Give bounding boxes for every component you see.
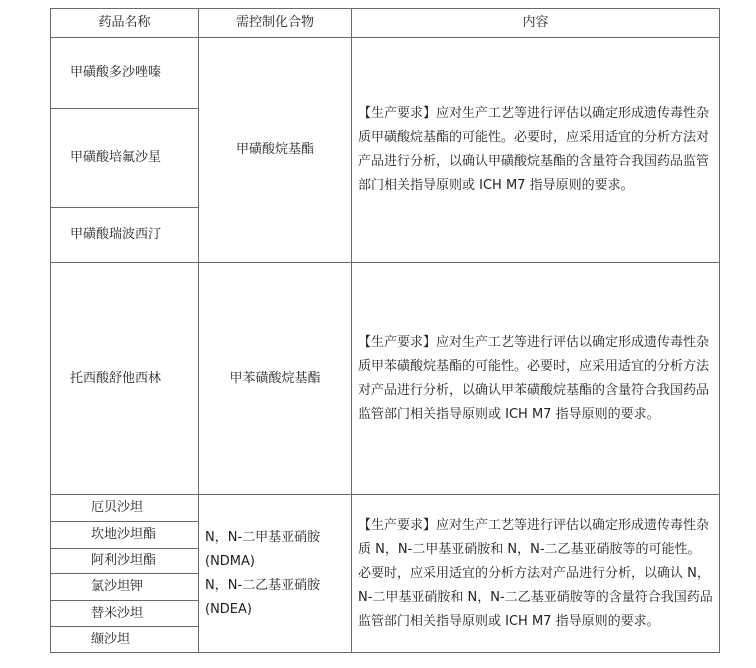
compound-line: N，N-二乙基亚硝胺	[205, 577, 321, 593]
compound-line: N，N-二甲基亚硝胺	[205, 529, 321, 545]
compound-cell: 甲磺酸烷基酯	[199, 38, 352, 263]
header-drug-name: 药品名称	[51, 9, 199, 38]
content-cell: 【生产要求】应对生产工艺等进行评估以确定形成遗传毒性杂质甲磺酸烷基酯的可能性。必要时，应采用适宜的分析方法对产品进行分析，以确认甲磺酸烷基酯的含量符合我国药品监管部门相关指导原则或 ICH M7 指导原则的要求。	[352, 38, 720, 263]
content-cell: 【生产要求】应对生产工艺等进行评估以确定形成遗传毒性杂质甲苯磺酸烷基酯的可能性。必要时，应采用适宜的分析方法对产品进行分析，以确认甲苯磺酸烷基酯的含量符合我国药品监管部门相关指导原则或 ICH M7 指导原则的要求。	[352, 263, 720, 495]
header-content: 内容	[352, 9, 720, 38]
drug-name-cell: 甲磺酸多沙唑嗪	[51, 38, 199, 109]
drug-name-cell: 托西酸舒他西林	[51, 263, 199, 495]
table-row	[51, 38, 720, 109]
drug-name-cell: 甲磺酸瑞波西汀	[51, 208, 199, 263]
table-row	[51, 495, 720, 522]
drug-name-cell: 替米沙坦	[51, 601, 199, 627]
drug-name-cell: 阿利沙坦酯	[51, 549, 199, 574]
drug-name-cell: 甲磺酸培氟沙星	[51, 109, 199, 208]
header-compound: 需控制化合物	[199, 9, 352, 38]
drug-name-cell: 坎地沙坦酯	[51, 522, 199, 549]
table-row	[51, 263, 720, 495]
content-cell: 【生产要求】应对生产工艺等进行评估以确定形成遗传毒性杂质 N，N-二甲基亚硝胺和 N，N-二乙基亚硝胺等的可能性。必要时，应采用适宜的分析方法对产品进行分析，以确认 N，N-二甲基亚硝胺和 N，N-二乙基亚硝胺等的含量符合我国药品监管部门相关指导原则或 ICH M7 指导原则的要求。	[352, 495, 720, 653]
header-row	[51, 9, 720, 38]
drug-name-cell: 缬沙坦	[51, 627, 199, 653]
compound-line: (NDMA)	[205, 553, 255, 569]
drug-name-cell: 氯沙坦钾	[51, 574, 199, 601]
impurity-table	[50, 8, 720, 653]
compound-cell: 甲苯磺酸烷基酯	[199, 263, 352, 495]
compound-line: (NDEA)	[205, 601, 252, 617]
compound-cell	[199, 495, 352, 653]
drug-name-cell: 厄贝沙坦	[51, 495, 199, 522]
